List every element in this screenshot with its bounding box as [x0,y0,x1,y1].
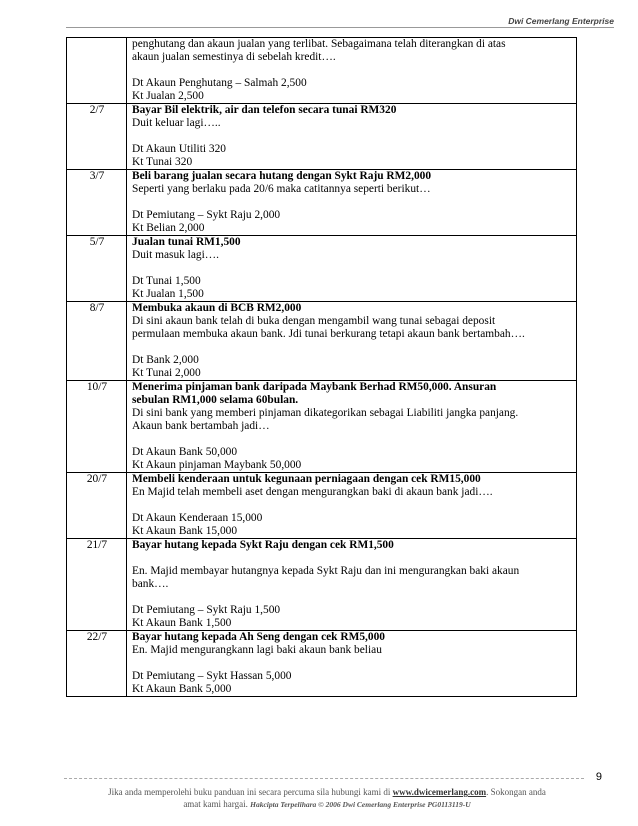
blank-line [132,499,572,512]
description-line: Kt Belian 2,000 [132,222,205,234]
description-line: permulaan membuka akaun bank. Jdi tunai berkurang tetapi akaun bank bertambah…. [132,328,525,340]
journal-row [67,539,577,631]
description-line: Duit masuk lagi…. [132,249,220,261]
transaction-title: Bayar hutang kepada Sykt Raju dengan cek RM1,500 [132,539,394,551]
transaction-title: Jualan tunai RM1,500 [132,236,241,248]
journal-description [127,631,577,697]
journal-row [67,170,577,236]
journal-description [127,104,577,170]
description-line: Kt Tunai 2,000 [132,367,201,379]
description-line: Kt Jualan 1,500 [132,288,204,300]
transaction-title: sebulan RM1,000 selama 60bulan. [132,394,299,406]
description-line: akaun jualan semestinya di sebelah kredit…. [132,51,336,63]
journal-date: 10/7 [67,381,127,473]
journal-row [67,381,577,473]
journal-table-body [67,38,577,697]
blank-line [132,262,572,275]
journal-description [127,539,577,631]
footer [60,786,594,811]
description-line: Dt Akaun Kenderaan 15,000 [132,512,263,524]
footer-copyright: Hakcipta Terpelihara © 2006 Dwi Cemerlang Enterprise PG0113119-U [250,800,471,809]
header-brand: Dwi Cemerlang Enterprise [508,16,614,26]
journal-date: 22/7 [67,631,127,697]
header-rule [66,27,614,28]
journal-date [67,38,127,104]
journal-row [67,104,577,170]
journal-row [67,631,577,697]
footer-text-line2: amat kami hargai. [183,799,251,809]
transaction-title: Bayar Bil elektrik, air dan telefon secara tunai RM320 [132,104,397,116]
journal-row [67,236,577,302]
journal-description [127,170,577,236]
transaction-title: Membeli kenderaan untuk kegunaan perniagaan dengan cek RM15,000 [132,473,481,485]
journal-description [127,473,577,539]
description-line: Duit keluar lagi….. [132,117,221,129]
blank-line [132,552,572,565]
journal-date: 21/7 [67,539,127,631]
transaction-title: Bayar hutang kepada Ah Seng dengan cek RM5,000 [132,631,385,643]
description-line: Kt Akaun Bank 5,000 [132,683,232,695]
blank-line [132,196,572,209]
description-line: Kt Akaun pinjaman Maybank 50,000 [132,459,302,471]
journal-row [67,473,577,539]
footer-website-link[interactable]: www.dwicemerlang.com [392,787,487,797]
journal-date: 5/7 [67,236,127,302]
description-line: Kt Akaun Bank 15,000 [132,525,238,537]
description-line: Di sini bank yang memberi pinjaman dikategorikan sebagai Liabiliti jangka panjang. [132,407,519,419]
description-line: Dt Pemiutang – Sykt Raju 1,500 [132,604,281,616]
description-line: Di sini akaun bank telah di buka dengan mengambil wang tunai sebagai deposit [132,315,496,327]
description-line: En. Majid mengurangkann lagi baki akaun bank beliau [132,644,382,656]
footer-text-prefix: Jika anda memperolehi buku panduan ini secara percuma sila hubungi kami di [108,787,393,797]
blank-line [132,341,572,354]
description-line: Kt Akaun Bank 1,500 [132,617,232,629]
page-number: 9 [595,771,602,783]
transaction-title: Membuka akaun di BCB RM2,000 [132,302,302,314]
transaction-title: Beli barang jualan secara hutang dengan Sykt Raju RM2,000 [132,170,432,182]
journal-date: 8/7 [67,302,127,381]
journal-date: 3/7 [67,170,127,236]
footer-text-suffix: . Sokongan anda [486,787,546,797]
description-line: penghutang dan akaun jualan yang terlibat. Sebagaimana telah diterangkan di atas [132,38,506,50]
description-line: Dt Akaun Utiliti 320 [132,143,226,155]
journal-description [127,302,577,381]
description-line: Dt Akaun Penghutang – Salmah 2,500 [132,77,307,89]
blank-line [132,657,572,670]
description-line: Dt Bank 2,000 [132,354,199,366]
transaction-title: Menerima pinjaman bank daripada Maybank Berhad RM50,000. Ansuran [132,381,497,393]
blank-line [132,433,572,446]
description-line: Kt Tunai 320 [132,156,193,168]
journal-date: 2/7 [67,104,127,170]
description-line: Dt Tunai 1,500 [132,275,201,287]
blank-line [132,64,572,77]
description-line: Dt Pemiutang – Sykt Raju 2,000 [132,209,281,221]
journal-date: 20/7 [67,473,127,539]
description-line: Kt Jualan 2,500 [132,90,204,102]
description-line: En. Majid membayar hutangnya kepada Sykt Raju dan ini mengurangkan baki akaun [132,565,520,577]
journal-description [127,236,577,302]
journal-description [127,38,577,104]
journal-description [127,381,577,473]
description-line: Akaun bank bertambah jadi… [132,420,270,432]
description-line: En Majid telah membeli aset dengan mengurangkan baki di akaun bank jadi…. [132,486,493,498]
journal-row [67,302,577,381]
description-line: Seperti yang berlaku pada 20/6 maka catitannya seperti berikut… [132,183,431,195]
journal-row [67,38,577,104]
footer-rule [64,778,584,779]
description-line: Dt Akaun Bank 50,000 [132,446,238,458]
blank-line [132,130,572,143]
journal-table [66,37,577,697]
description-line: Dt Pemiutang – Sykt Hassan 5,000 [132,670,292,682]
blank-line [132,591,572,604]
description-line: bank…. [132,578,169,590]
